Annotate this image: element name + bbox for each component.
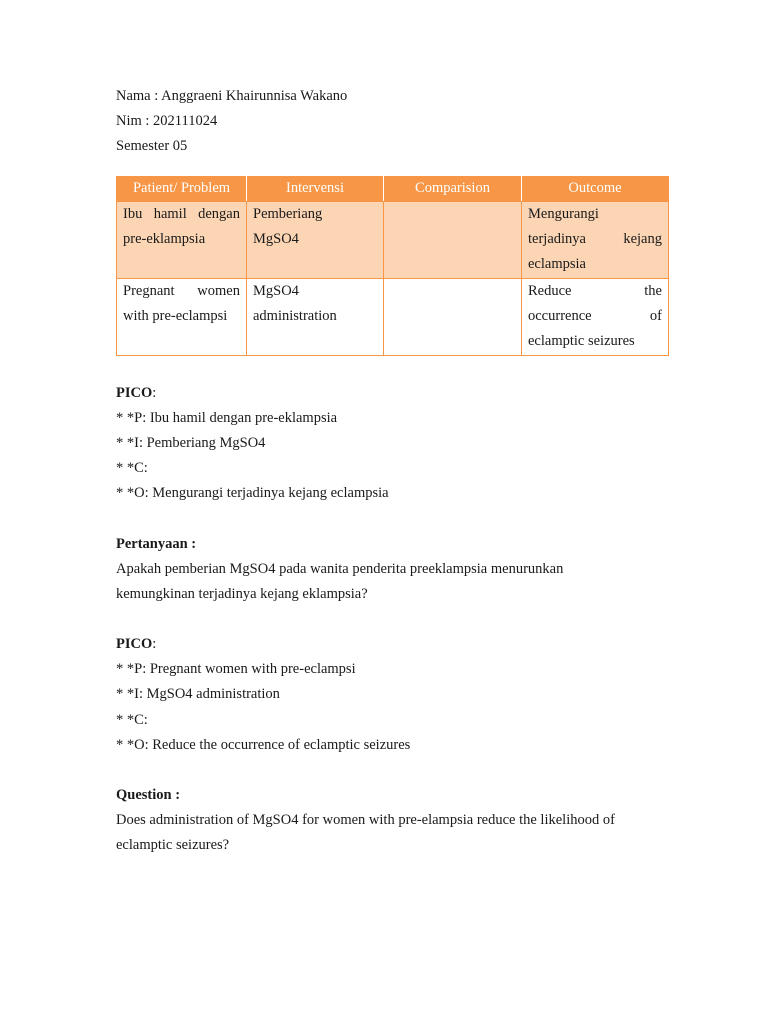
table-header-row [117, 176, 669, 201]
cell-text: Pemberiang [253, 205, 323, 222]
cell-text: terjadinya kejang [528, 230, 662, 247]
pico-heading [116, 381, 668, 406]
document-content [116, 84, 668, 859]
cell-text: administration [253, 307, 337, 324]
header-problem: Patient/ Problem [117, 176, 247, 201]
pico-p: * *P: Pregnant women with pre-eclampsi [116, 661, 356, 678]
question-line: eclamptic seizures? [116, 837, 230, 854]
pico-heading-colon: : [152, 636, 157, 653]
cell-text: pre-eklampsia [123, 230, 206, 247]
pico-indonesian [116, 381, 668, 507]
question-heading: Question : [116, 787, 181, 803]
cell-text: Pregnant women [123, 282, 240, 299]
cell-comparison [384, 278, 522, 355]
cell-text: Mengurangi [528, 205, 599, 222]
header-outcome: Outcome [522, 176, 669, 201]
pico-heading-text: PICO [116, 636, 153, 653]
cell-text: Ibu hamil dengan [123, 205, 240, 222]
pico-heading-colon: : [152, 384, 157, 401]
pico-c: * *C: [116, 460, 148, 477]
cell-intervention [247, 278, 384, 355]
header-comparison: Comparision [384, 176, 522, 201]
cell-problem [117, 201, 247, 278]
pico-p: * *P: Ibu hamil dengan pre-eklampsia [116, 409, 338, 426]
cell-comparison [384, 201, 522, 278]
pertanyaan-section [116, 532, 668, 608]
pertanyaan-line: Apakah pemberian MgSO4 pada wanita penderita preeklampsia menurunkan [116, 560, 564, 577]
pico-table [116, 176, 669, 356]
pico-heading [116, 632, 668, 657]
pico-o: * *O: Reduce the occurrence of eclamptic seizures [116, 736, 411, 753]
pico-i: * *I: Pemberiang MgSO4 [116, 434, 266, 451]
cell-text: MgSO4 [253, 230, 299, 247]
question-line: Does administration of MgSO4 for women with pre-elampsia reduce the likelihood of [116, 812, 615, 829]
pico-o: * *O: Mengurangi terjadinya kejang eclampsia [116, 485, 389, 502]
question-section [116, 783, 668, 859]
cell-text: occurrence of [528, 307, 662, 324]
cell-intervention [247, 201, 384, 278]
cell-text: eclamptic seizures [528, 332, 635, 349]
cell-text: MgSO4 [253, 282, 299, 299]
pertanyaan-line: kemungkinan terjadinya kejang eklampsia? [116, 585, 368, 602]
cell-text: eclampsia [528, 255, 586, 272]
pico-i: * *I: MgSO4 administration [116, 686, 280, 703]
pico-c: * *C: [116, 711, 148, 728]
student-semester: Semester 05 [116, 138, 188, 155]
cell-outcome [522, 201, 669, 278]
table-row [117, 201, 669, 278]
student-nim: Nim : 202111024 [116, 113, 218, 130]
cell-text: Reduce the [528, 282, 662, 299]
cell-outcome [522, 278, 669, 355]
pico-english [116, 632, 668, 758]
pico-heading-text: PICO [116, 384, 153, 401]
table-row [117, 278, 669, 355]
header-intervention: Intervensi [247, 176, 384, 201]
cell-problem [117, 278, 247, 355]
student-name: Nama : Anggraeni Khairunnisa Wakano [116, 88, 348, 104]
cell-text: with pre-eclampsi [123, 307, 228, 324]
pertanyaan-heading: Pertanyaan : [116, 535, 197, 552]
